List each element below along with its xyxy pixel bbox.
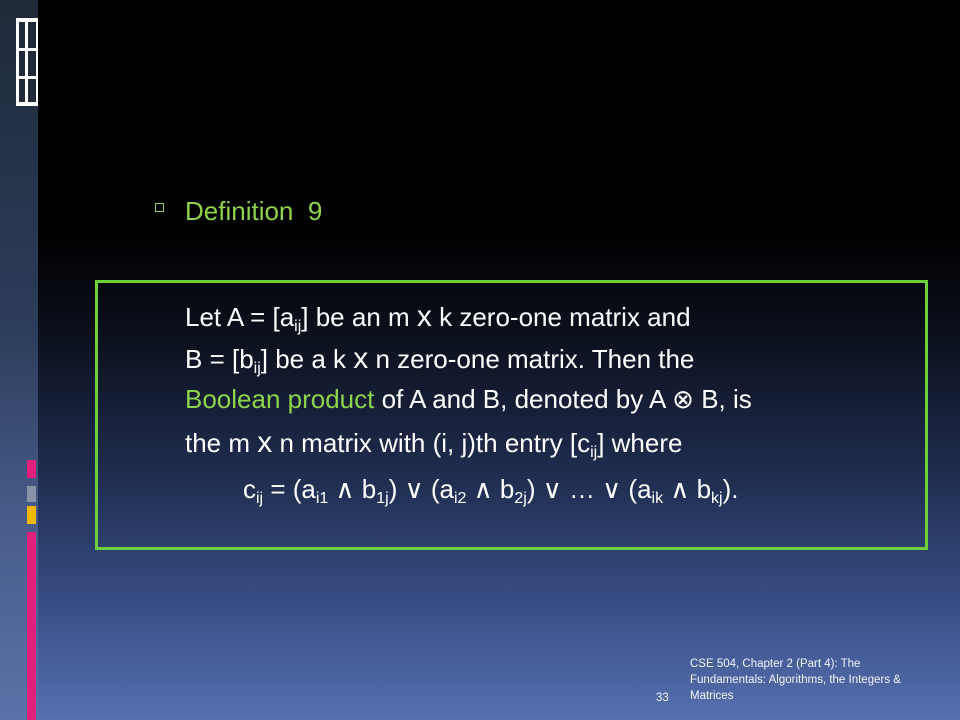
boolean-product-formula: $c_{ij} = (a_{i1}$ ∧ $b_{1j}$) ∨ ($a_{i2}$ ∧ $b_{2j}$) ∨ … ∨ ($a_{ik}$ ∧ $b_{kj}$). (243, 474, 739, 507)
body-line-2: $B = [b_{ij}]$ be a k x n zero-one matrix. Then the (185, 342, 695, 377)
slide-footer: CSE 504, Chapter 2 (Part 4): The Fundamentals: Algorithms, the Integers & Matrices (690, 658, 901, 702)
grid-decoration-icon (16, 18, 38, 106)
body-line-4: the m x n matrix with (i, j)th entry $[c_{ij}]$ where (185, 426, 683, 461)
page-number: 33 (656, 692, 669, 704)
left-sidebar (0, 0, 38, 720)
definition-title: Definition 9 (185, 196, 323, 226)
body-line-1: Let $A = [a_{ij}]$ be an m x k zero-one matrix and (185, 300, 691, 335)
body-line-3: Boolean product of A and B, denoted by A ⊗ B, is (185, 384, 752, 414)
boolean-product-term: Boolean product (185, 384, 375, 414)
bullet-square-icon (155, 203, 164, 212)
accent-bar-pink-bottom (27, 532, 36, 720)
accent-bar-gold (27, 506, 36, 524)
accent-bar-pink-top (27, 460, 36, 478)
accent-bar-gray (27, 486, 36, 502)
